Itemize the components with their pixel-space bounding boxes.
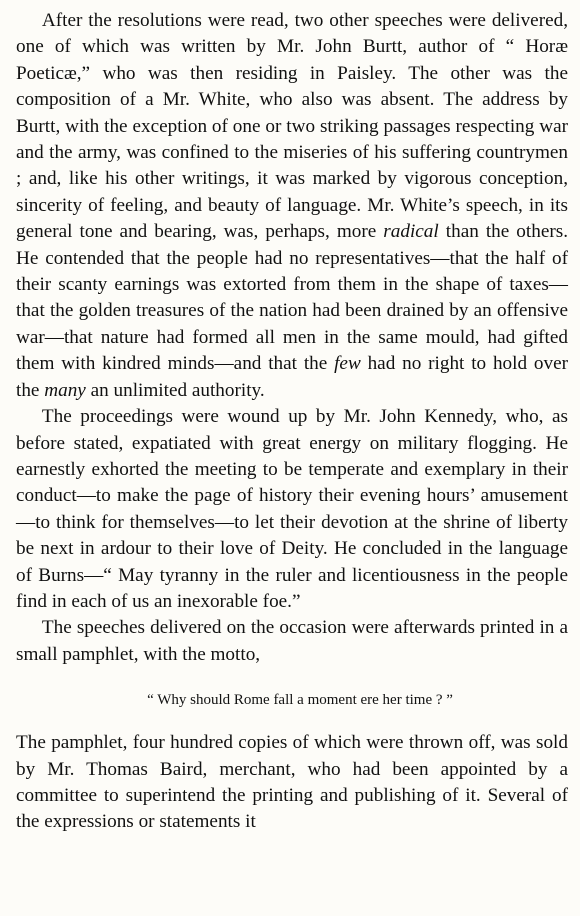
text-segment: The speeches delivered on the occasion were afterwards printed in a small pamphlet, with the motto,: [16, 617, 568, 665]
italic-word-many: many: [44, 379, 86, 401]
text-segment: After the resolutions were read, two other speeches were delivered, one of which was written by Mr. John Burtt, author of “ Horæ Poeticæ,” who was then residing in Paisley. The other was the composition of a Mr. White, who also was absent. The address by Burtt, with the exception of one or two striking passages respecting war and the army, was confined to the miseries of his suffering countrymen ; and, like his other writings, it was marked by vigorous conception, sincerity of feeling, and beauty of language. Mr. White’s speech, in its general tone and bearing, was, perhaps, more: [16, 10, 568, 243]
paragraph-pamphlet-sale: The pamphlet, four hundred copies of which were thrown off, was sold by Mr. Thomas Baird, merchant, who had been appointed by a committee to superintend the printing and publishing of it. Several of the expressions or statements it: [16, 732, 568, 833]
italic-word-radical: radical: [383, 221, 439, 243]
text-segment: an unlimited authority.: [85, 379, 265, 401]
text-segment: than the others. He contended that the people had no representatives—that the half of their scanty earnings was extorted from them in the shape of taxes—that the golden treasures of the nation had been drained by an offensive war—that nature had formed all men in the same mould, had gifted them with kindred minds—and that the: [16, 221, 568, 375]
motto-quote: “ Why should Rome fall a moment ere her time ? ”: [147, 692, 453, 709]
italic-word-few: few: [334, 353, 361, 375]
paragraph-kennedy-proceedings: [16, 404, 568, 615]
text-segment: The proceedings were wound up by Mr. John Kennedy, who, as before stated, expatiated with great energy on military flogging. He earnestly exhorted the meeting to be temperate and exemplary in their conduct—to make the page of history their evening hours’ amusement—to think for themselves—to let their devotion at the shrine of liberty be next in ardour to their love of Deity. He concluded in the language of Burns—“ May tyranny in the ruler and licentiousness in the people find in each of us an inexorable foe.”: [16, 406, 568, 612]
paragraph-resolutions-speeches: [16, 8, 568, 404]
paragraph-pamphlet-motto-intro: [16, 615, 568, 668]
text-segment: had no right to hold over the: [16, 353, 568, 401]
